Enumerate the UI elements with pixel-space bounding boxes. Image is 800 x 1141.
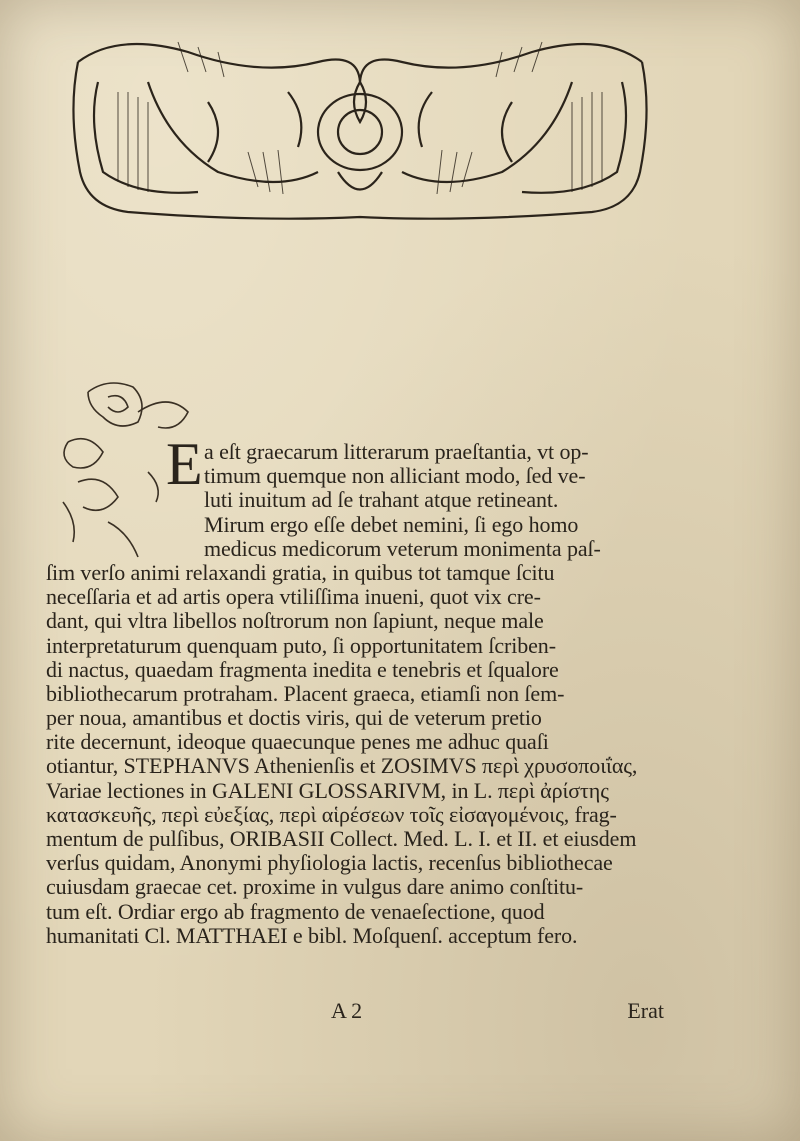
text-line: humanitati Cl. MATTHAEI e bibl. Moſquenſ. acceptum fero.	[46, 922, 578, 948]
text-line: timum quemque non alliciant modo, ſed ve-	[204, 463, 586, 489]
text-line: κατασκευῆς, περὶ εὐεξίας, περὶ αἱρέσεων τοῖς εἰσαγομένοις, frag-	[46, 801, 617, 827]
body-text	[46, 440, 676, 948]
text-line: neceſſaria et ad artis opera vtiliſſima inueni, quot vix cre-	[46, 584, 541, 610]
headpiece-ornament	[58, 22, 662, 232]
text-line: verſus quidam, Anonymi phyſiologia lactis, recenſus bibliothecae	[46, 850, 613, 876]
initial-letter: E	[166, 431, 203, 497]
text-line: interpretaturum quenquam puto, ſi opportunitatem ſcriben-	[46, 632, 556, 658]
signature-mark: A 2	[331, 998, 363, 1023]
text-line: a eſt graecarum litterarum praeſtantia, vt op-	[204, 439, 589, 464]
text-line: di nactus, quaedam fragmenta inedita e tenebris et ſqualore	[46, 656, 559, 682]
catchword: Erat	[627, 998, 664, 1023]
page-footer	[46, 998, 676, 1024]
headpiece-svg	[58, 22, 662, 232]
text-line: bibliothecarum protraham. Placent graeca, etiamſi non ſem-	[46, 680, 565, 706]
text-line: dant, qui vltra libellos noſtrorum non ſapiunt, neque male	[46, 608, 544, 634]
text-line: otiantur, STEPHANVS Athenienſis et ZOSIMVS περὶ χρυσοποιΐας,	[46, 753, 638, 779]
text-line: medicus medicorum veterum monimenta paſ-	[204, 535, 601, 561]
text-line: cuiusdam graecae cet. proxime in vulgus dare animo conſtitu-	[46, 874, 584, 900]
text-line: Variae lectiones in GALENI GLOSSARIVM, in L. περὶ ἀρίστης	[46, 777, 609, 803]
text-line: per noua, amantibus et doctis viris, qui de veterum pretio	[46, 705, 542, 731]
text-line: ſim verſo animi relaxandi gratia, in quibus tot tamque ſcitu	[46, 559, 555, 585]
text-line: tum eſt. Ordiar ergo ab fragmento de venaeſectione, quod	[46, 898, 545, 924]
text-line: Mirum ergo eſſe debet nemini, ſi ego homo	[204, 511, 579, 537]
text-line: rite decernunt, ideoque quaecunque penes me adhuc quaſi	[46, 729, 549, 755]
text-line: luti inuitum ad ſe trahant atque retineant.	[204, 487, 559, 513]
text-line: mentum de pulſibus, ORIBASII Collect. Med. L. I. et II. et eiusdem	[46, 826, 637, 851]
